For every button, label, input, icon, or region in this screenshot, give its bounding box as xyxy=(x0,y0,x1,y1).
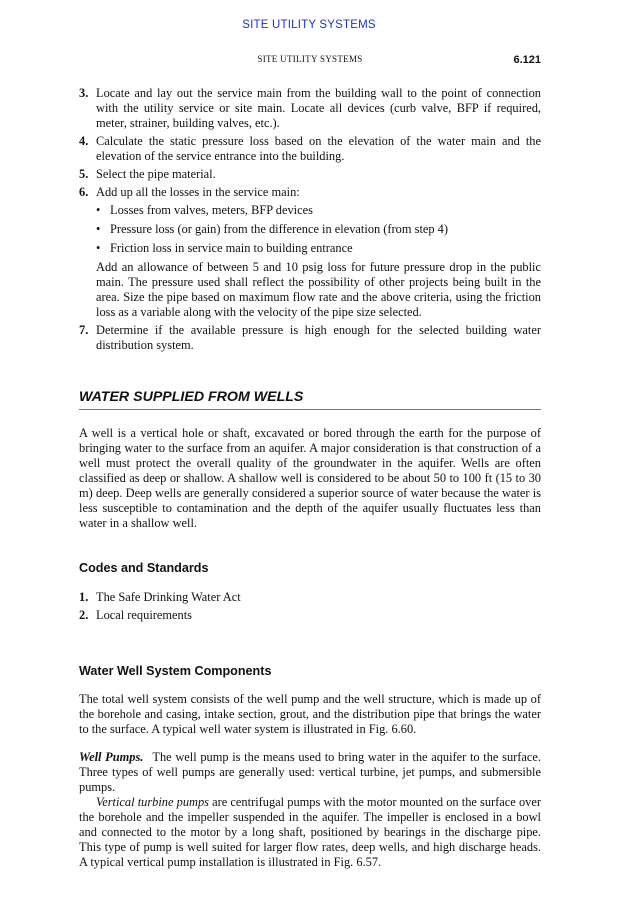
page-header-title: SITE UTILITY SYSTEMS xyxy=(257,54,363,64)
bullet-icon: • xyxy=(96,222,101,236)
running-header: SITE UTILITY SYSTEMS xyxy=(242,19,376,31)
wells-intro: A well is a vertical hole or shaft, excavated or bored through the earth for the purpose of bringing water to the surface from an aquifer. A major consideration is that construction of a well must protect the overall quality of the groundwater in the aquifer. Wells are often classified as deep or shallow. A shallow well is considered to be about 50 to 100 ft (15 to 30 m) deep. Deep wells are generally considered a superior source of water because the water is less susceptible to contamination and the depth of the aquifer usually fluctuates less than water in a shallow well. xyxy=(79,426,541,530)
vertical-turbine-text: are centrifugal pumps with the motor mounted on the surface over the borehole and the impeller suspended in the aquifer. The impeller is enclosed in a bowl and connected to the motor by a long shaft, positioned by bearings in the discharge pipe. This type of pump is well suited for larger flow rates, deep wells, and high discharge heads. A typical vertical pump installation is illustrated in Fig. 6.57. xyxy=(79,795,541,869)
bullet-item xyxy=(79,241,541,256)
bullet-item xyxy=(79,222,541,237)
item-number: 1. xyxy=(79,590,89,604)
page-content xyxy=(79,86,541,870)
item-text: Local requirements xyxy=(96,608,192,622)
codes-item xyxy=(79,590,541,605)
bullet-text: Friction loss in service main to building entrance xyxy=(110,241,353,255)
step-text: Determine if the available pressure is high enough for the selected building water distribution system. xyxy=(96,323,541,352)
step-text: Select the pipe material. xyxy=(96,167,216,181)
page-header xyxy=(79,54,541,68)
components-intro: The total well system consists of the well pump and the well structure, which is made up of the borehole and casing, intake section, grout, and the distribution pipe that brings the water to the surface. A typical well water system is illustrated in Fig. 6.60. xyxy=(79,692,541,736)
allowance-paragraph xyxy=(79,260,541,320)
step-5 xyxy=(79,167,541,182)
step-3 xyxy=(79,86,541,131)
components-title: Water Well System Components xyxy=(79,664,272,678)
codes-title: Codes and Standards xyxy=(79,561,209,575)
step-7 xyxy=(79,323,541,353)
step-number: 3. xyxy=(79,86,89,100)
allowance-text: Add an allowance of between 5 and 10 psig loss for future pressure drop in the public main. The pressure used shall reflect the possibility of other projects being built in the area. Size the pipe based on maximum flow rate and the above criteria, using the friction loss as a variable along with the velocity of the pipe size selected. xyxy=(96,260,541,319)
step-6 xyxy=(79,185,541,200)
step-4 xyxy=(79,134,541,164)
bullet-text: Losses from valves, meters, BFP devices xyxy=(110,203,313,217)
step-number: 7. xyxy=(79,323,89,337)
bullet-icon: • xyxy=(96,241,101,255)
well-pumps-paragraph xyxy=(79,750,541,795)
well-pumps-text: The well pump is the means used to bring water in the aquifer to the surface. Three types of well pumps are generally used: vertical turbine, jet pumps, and submersible pumps. xyxy=(79,750,541,794)
codes-item xyxy=(79,608,541,623)
bullet-text: Pressure loss (or gain) from the difference in elevation (from step 4) xyxy=(110,222,448,236)
page-number: 6.121 xyxy=(513,54,541,66)
step-text: Calculate the static pressure loss based on the elevation of the water main and the elevation of the service entrance into the building. xyxy=(96,134,541,163)
well-pumps-label: Well Pumps. xyxy=(79,750,144,764)
vertical-turbine-paragraph xyxy=(79,795,541,870)
vertical-turbine-label: Vertical turbine pumps xyxy=(96,795,209,809)
item-number: 2. xyxy=(79,608,89,622)
section-title: WATER SUPPLIED FROM WELLS xyxy=(79,389,304,405)
step-text: Locate and lay out the service main from the building wall to the point of connection with the utility service or site main. Locate all devices (curb valve, BFP if required, meter, strainer, building valves, etc.). xyxy=(96,86,541,130)
item-text: The Safe Drinking Water Act xyxy=(96,590,241,604)
step-text: Add up all the losses in the service main: xyxy=(96,185,300,199)
bullet-item xyxy=(79,203,541,218)
bullet-icon: • xyxy=(96,203,101,217)
step-number: 5. xyxy=(79,167,89,181)
step-number: 6. xyxy=(79,185,89,199)
step-number: 4. xyxy=(79,134,89,148)
